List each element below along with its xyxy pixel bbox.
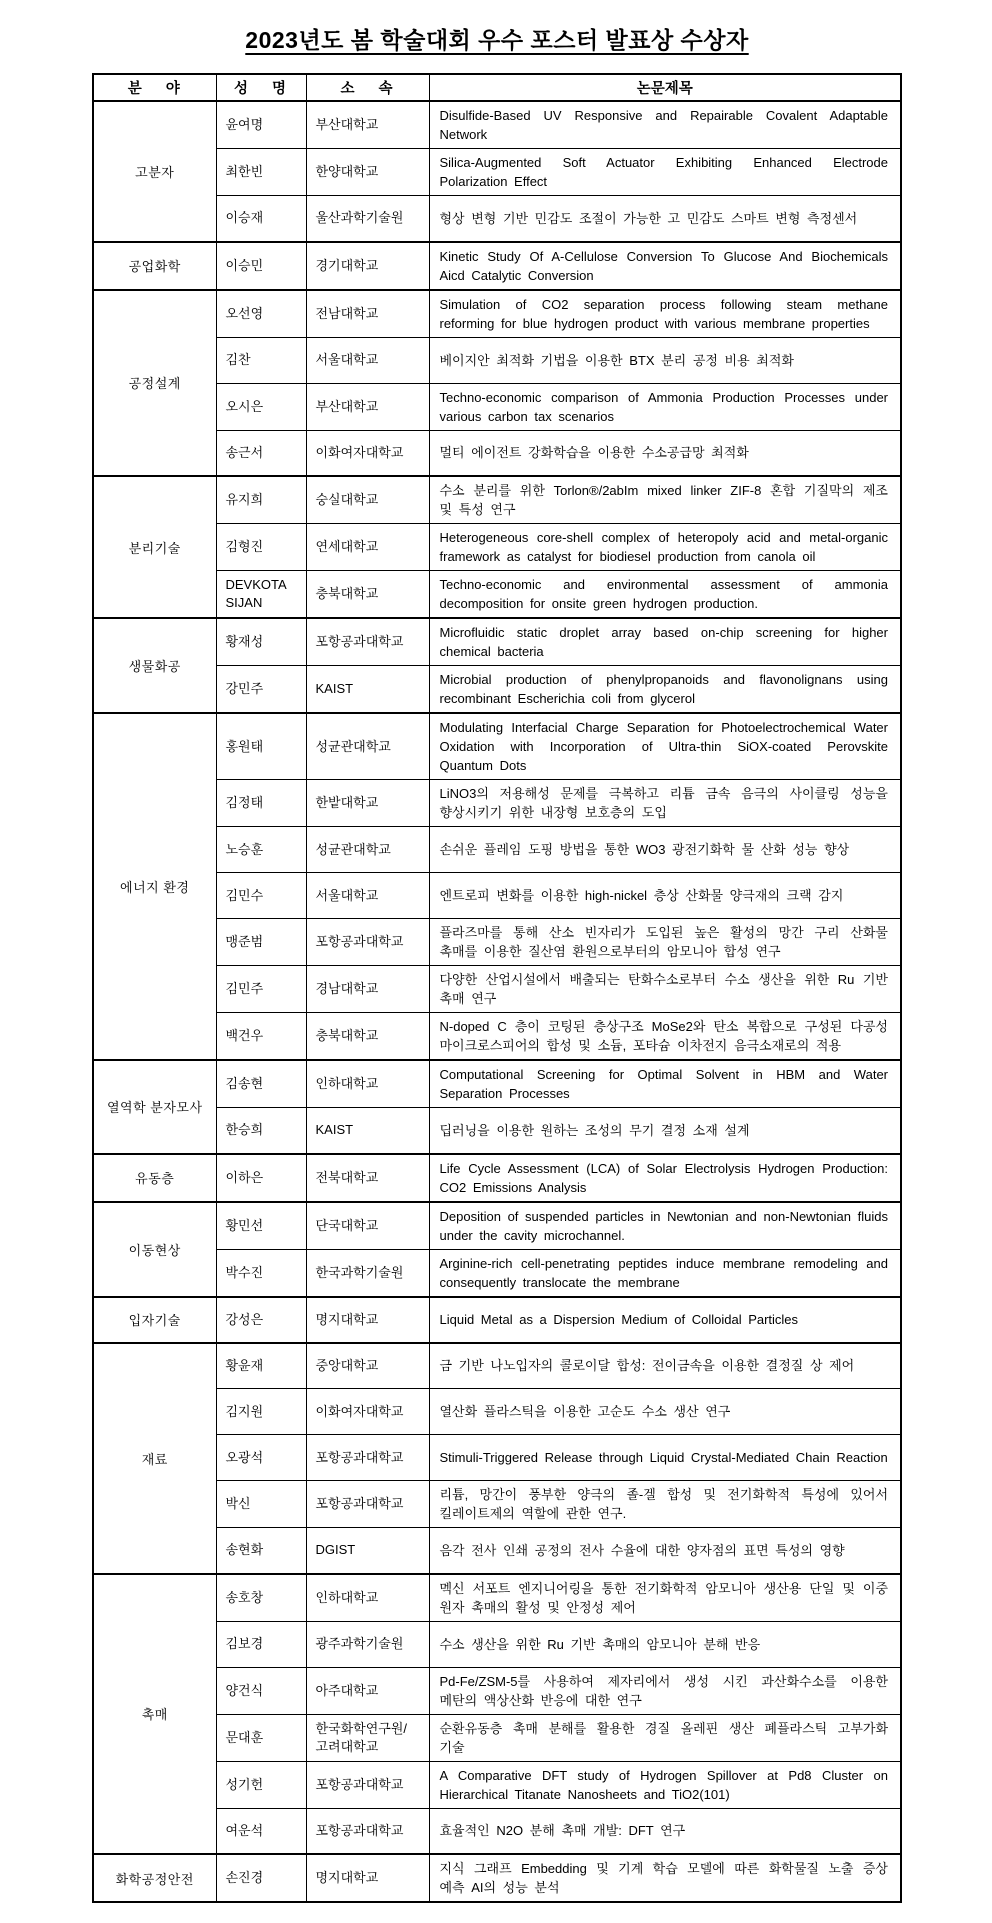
- paper-title-cell: Heterogeneous core-shell complex of heteropoly acid and metal-organic framework as catalyst for biodiesel production from canola oil: [429, 524, 901, 571]
- affiliation-cell: 성균관대학교: [306, 713, 429, 780]
- name-cell: 김보경: [216, 1621, 306, 1667]
- name-cell: 김형진: [216, 524, 306, 571]
- affiliation-cell: 포항공과대학교: [306, 618, 429, 666]
- affiliation-cell: 부산대학교: [306, 101, 429, 149]
- paper-title-cell: A Comparative DFT study of Hydrogen Spillover at Pd8 Cluster on Hierarchical Titanate Nanosheets and TiO2(101): [429, 1761, 901, 1808]
- affiliation-cell: 전남대학교: [306, 290, 429, 338]
- affiliation-cell: 한밭대학교: [306, 780, 429, 827]
- field-cell: 공업화학: [93, 242, 216, 290]
- paper-title-cell: 효율적인 N2O 분해 촉매 개발: DFT 연구: [429, 1808, 901, 1854]
- page-title: 2023년도 봄 학술대회 우수 포스터 발표상 수상자: [245, 27, 749, 53]
- paper-title-cell: Simulation of CO2 separation process following steam methane reforming for blue hydrogen product with various membrane properties: [429, 290, 901, 338]
- name-cell: 여운석: [216, 1808, 306, 1854]
- name-cell: 백건우: [216, 1013, 306, 1061]
- paper-title-cell: 엔트로피 변화를 이용한 high-nickel 층상 산화물 양극재의 크랙 감지: [429, 873, 901, 919]
- affiliation-cell: 광주과학기술원: [306, 1621, 429, 1667]
- paper-title-cell: N-doped C 층이 코팅된 층상구조 MoSe2와 탄소 복합으로 구성된 다공성 마이크로스피어의 합성 및 소듐, 포타슘 이차전지 음극소재로의 적용: [429, 1013, 901, 1061]
- affiliation-cell: 이화여자대학교: [306, 1389, 429, 1435]
- name-cell: 황민선: [216, 1202, 306, 1250]
- name-cell: 홍원태: [216, 713, 306, 780]
- field-cell: 에너지 환경: [93, 713, 216, 1060]
- affiliation-cell: 인하대학교: [306, 1574, 429, 1622]
- affiliation-cell: 충북대학교: [306, 571, 429, 619]
- name-cell: 송호창: [216, 1574, 306, 1622]
- name-cell: 문대훈: [216, 1714, 306, 1761]
- table-row: [93, 290, 901, 338]
- affiliation-cell: 단국대학교: [306, 1202, 429, 1250]
- name-cell: 양건식: [216, 1667, 306, 1714]
- affiliation-cell: 부산대학교: [306, 383, 429, 430]
- name-cell: 황재성: [216, 618, 306, 666]
- table-row: [93, 1060, 901, 1108]
- name-cell: 오선영: [216, 290, 306, 338]
- paper-title-cell: Modulating Interfacial Charge Separation for Photoelectrochemical Water Oxidation with Incorporation of Ultra-thin SiOX-coated Perovskite Quantum Dots: [429, 713, 901, 780]
- affiliation-cell: 포항공과대학교: [306, 1808, 429, 1854]
- table-row: [93, 1854, 901, 1902]
- affiliation-cell: 포항공과대학교: [306, 919, 429, 966]
- affiliation-cell: 명지대학교: [306, 1854, 429, 1902]
- affiliation-cell: 한국과학기술원: [306, 1249, 429, 1297]
- table-header: [93, 74, 901, 101]
- table-row: [93, 1574, 901, 1622]
- name-cell: 최한빈: [216, 149, 306, 196]
- name-cell: 오광석: [216, 1435, 306, 1481]
- affiliation-cell: 서울대학교: [306, 337, 429, 383]
- table-row: [93, 1154, 901, 1202]
- affiliation-cell: 전북대학교: [306, 1154, 429, 1202]
- affiliation-cell: 인하대학교: [306, 1060, 429, 1108]
- field-cell: 유동층: [93, 1154, 216, 1202]
- paper-title-cell: Life Cycle Assessment (LCA) of Solar Electrolysis Hydrogen Production: CO2 Emissions Analysis: [429, 1154, 901, 1202]
- field-cell: 분리기술: [93, 476, 216, 618]
- paper-title-cell: 금 기반 나노입자의 콜로이달 합성: 전이금속을 이용한 결정질 상 제어: [429, 1343, 901, 1389]
- table-row: [93, 618, 901, 666]
- name-cell: 성기헌: [216, 1761, 306, 1808]
- name-cell: 윤여명: [216, 101, 306, 149]
- table-row: [93, 242, 901, 290]
- affiliation-cell: 포항공과대학교: [306, 1761, 429, 1808]
- paper-title-cell: 리튬, 망간이 풍부한 양극의 졸-겔 합성 및 전기화학적 특성에 있어서 킬레이트제의 역할에 관한 연구.: [429, 1481, 901, 1528]
- field-cell: 공정설계: [93, 290, 216, 477]
- name-cell: 김정태: [216, 780, 306, 827]
- affiliation-cell: 포항공과대학교: [306, 1481, 429, 1528]
- paper-title-cell: Pd-Fe/ZSM-5를 사용하여 제자리에서 생성 시킨 과산화수소를 이용한 메탄의 액상산화 반응에 대한 연구: [429, 1667, 901, 1714]
- name-cell: 강민주: [216, 666, 306, 714]
- name-cell: 한승희: [216, 1108, 306, 1154]
- paper-title-cell: Microbial production of phenylpropanoids and flavonolignans using recombinant Escherichia coli from glycerol: [429, 666, 901, 714]
- paper-title-cell: 손쉬운 플레임 도핑 방법을 통한 WO3 광전기화학 물 산화 성능 향상: [429, 827, 901, 873]
- name-cell: 오시은: [216, 383, 306, 430]
- table-row: [93, 101, 901, 149]
- paper-title-cell: 멕신 서포트 엔지니어링을 통한 전기화학적 암모니아 생산용 단일 및 이중 원자 촉매의 활성 및 안정성 제어: [429, 1574, 901, 1622]
- field-cell: 이동현상: [93, 1202, 216, 1297]
- header-row: [93, 74, 901, 101]
- table-row: [93, 1202, 901, 1250]
- name-cell: 박수진: [216, 1249, 306, 1297]
- name-cell: 박신: [216, 1481, 306, 1528]
- name-cell: 손진경: [216, 1854, 306, 1902]
- paper-title-cell: Techno-economic and environmental assessment of ammonia decomposition for onsite green hydrogen production.: [429, 571, 901, 619]
- paper-title-cell: 열산화 플라스틱을 이용한 고순도 수소 생산 연구: [429, 1389, 901, 1435]
- paper-title-cell: Stimuli-Triggered Release through Liquid Crystal-Mediated Chain Reaction: [429, 1435, 901, 1481]
- paper-title-cell: 수소 생산을 위한 Ru 기반 촉매의 암모니아 분해 반응: [429, 1621, 901, 1667]
- field-cell: 화학공정안전: [93, 1854, 216, 1902]
- name-cell: 노승훈: [216, 827, 306, 873]
- header-affiliation: 소 속: [306, 74, 429, 101]
- affiliation-cell: 경남대학교: [306, 966, 429, 1013]
- affiliation-cell: 울산과학기술원: [306, 196, 429, 242]
- field-cell: 열역학 분자모사: [93, 1060, 216, 1154]
- affiliation-cell: KAIST: [306, 1108, 429, 1154]
- table-body: [93, 101, 901, 1902]
- paper-title-cell: Techno-economic comparison of Ammonia Production Processes under various carbon tax scenarios: [429, 383, 901, 430]
- affiliation-cell: 포항공과대학교: [306, 1435, 429, 1481]
- field-cell: 입자기술: [93, 1297, 216, 1343]
- affiliation-cell: 경기대학교: [306, 242, 429, 290]
- name-cell: 이하은: [216, 1154, 306, 1202]
- table-row: [93, 1297, 901, 1343]
- name-cell: 강성은: [216, 1297, 306, 1343]
- affiliation-cell: 이화여자대학교: [306, 430, 429, 476]
- name-cell: 김민주: [216, 966, 306, 1013]
- paper-title-cell: 수소 분리를 위한 Torlon®/2abIm mixed linker ZIF-8 혼합 기질막의 제조 및 특성 연구: [429, 476, 901, 524]
- name-cell: 맹준범: [216, 919, 306, 966]
- affiliation-cell: DGIST: [306, 1528, 429, 1574]
- paper-title-cell: 형상 변형 기반 민감도 조절이 가능한 고 민감도 스마트 변형 측정센서: [429, 196, 901, 242]
- name-cell: 김송현: [216, 1060, 306, 1108]
- field-cell: 재료: [93, 1343, 216, 1574]
- paper-title-cell: Silica-Augmented Soft Actuator Exhibiting Enhanced Electrode Polarization Effect: [429, 149, 901, 196]
- paper-title-cell: 지식 그래프 Embedding 및 기계 학습 모델에 따른 화학물질 노출 증상 예측 AI의 성능 분석: [429, 1854, 901, 1902]
- field-cell: 생물화공: [93, 618, 216, 713]
- paper-title-cell: 순환유동층 촉매 분해를 활용한 경질 올레핀 생산 폐플라스틱 고부가화 기술: [429, 1714, 901, 1761]
- affiliation-cell: KAIST: [306, 666, 429, 714]
- affiliation-cell: 서울대학교: [306, 873, 429, 919]
- name-cell: DEVKOTA SIJAN: [216, 571, 306, 619]
- paper-title-cell: 음각 전사 인쇄 공정의 전사 수율에 대한 양자점의 표면 특성의 영향: [429, 1528, 901, 1574]
- name-cell: 송현화: [216, 1528, 306, 1574]
- name-cell: 황윤재: [216, 1343, 306, 1389]
- table-row: [93, 713, 901, 780]
- header-field: 분 야: [93, 74, 216, 101]
- paper-title-cell: LiNO3의 저용해성 문제를 극복하고 리튬 금속 음극의 사이클링 성능을 향상시키기 위한 내장형 보호층의 도입: [429, 780, 901, 827]
- affiliation-cell: 성균관대학교: [306, 827, 429, 873]
- affiliation-cell: 명지대학교: [306, 1297, 429, 1343]
- field-cell: 촉매: [93, 1574, 216, 1855]
- field-cell: 고분자: [93, 101, 216, 242]
- awards-table: [92, 73, 902, 1903]
- name-cell: 이승민: [216, 242, 306, 290]
- affiliation-cell: 중앙대학교: [306, 1343, 429, 1389]
- paper-title-cell: 다양한 산업시설에서 배출되는 탄화수소로부터 수소 생산을 위한 Ru 기반 촉매 연구: [429, 966, 901, 1013]
- paper-title-cell: Microfluidic static droplet array based on-chip screening for higher chemical bacteria: [429, 618, 901, 666]
- name-cell: 이승재: [216, 196, 306, 242]
- paper-title-cell: Arginine-rich cell-penetrating peptides induce membrane remodeling and consequently translocate the membrane: [429, 1249, 901, 1297]
- affiliation-cell: 숭실대학교: [306, 476, 429, 524]
- table-row: [93, 476, 901, 524]
- paper-title-cell: Liquid Metal as a Dispersion Medium of Colloidal Particles: [429, 1297, 901, 1343]
- table-row: [93, 1343, 901, 1389]
- affiliation-cell: 한양대학교: [306, 149, 429, 196]
- paper-title-cell: Kinetic Study Of A-Cellulose Conversion To Glucose And Biochemicals Aicd Catalytic Conversion: [429, 242, 901, 290]
- name-cell: 김민수: [216, 873, 306, 919]
- affiliation-cell: 연세대학교: [306, 524, 429, 571]
- name-cell: 송근서: [216, 430, 306, 476]
- paper-title-cell: Disulfide-Based UV Responsive and Repairable Covalent Adaptable Network: [429, 101, 901, 149]
- header-paper-title: 논문제목: [429, 74, 901, 101]
- name-cell: 유지희: [216, 476, 306, 524]
- paper-title-cell: 플라즈마를 통해 산소 빈자리가 도입된 높은 활성의 망간 구리 산화물 촉매를 이용한 질산염 환원으로부터의 암모니아 합성 연구: [429, 919, 901, 966]
- header-name: 성 명: [216, 74, 306, 101]
- paper-title-cell: Computational Screening for Optimal Solvent in HBM and Water Separation Processes: [429, 1060, 901, 1108]
- paper-title-cell: 멀티 에이전트 강화학습을 이용한 수소공급망 최적화: [429, 430, 901, 476]
- name-cell: 김지원: [216, 1389, 306, 1435]
- paper-title-cell: 베이지안 최적화 기법을 이용한 BTX 분리 공정 비용 최적화: [429, 337, 901, 383]
- affiliation-cell: 충북대학교: [306, 1013, 429, 1061]
- affiliation-cell: 아주대학교: [306, 1667, 429, 1714]
- paper-title-cell: Deposition of suspended particles in Newtonian and non-Newtonian fluids under the cavity microchannel.: [429, 1202, 901, 1250]
- affiliation-cell: 한국화학연구원/ 고려대학교: [306, 1714, 429, 1761]
- paper-title-cell: 딥러닝을 이용한 원하는 조성의 무기 결정 소재 설계: [429, 1108, 901, 1154]
- name-cell: 김찬: [216, 337, 306, 383]
